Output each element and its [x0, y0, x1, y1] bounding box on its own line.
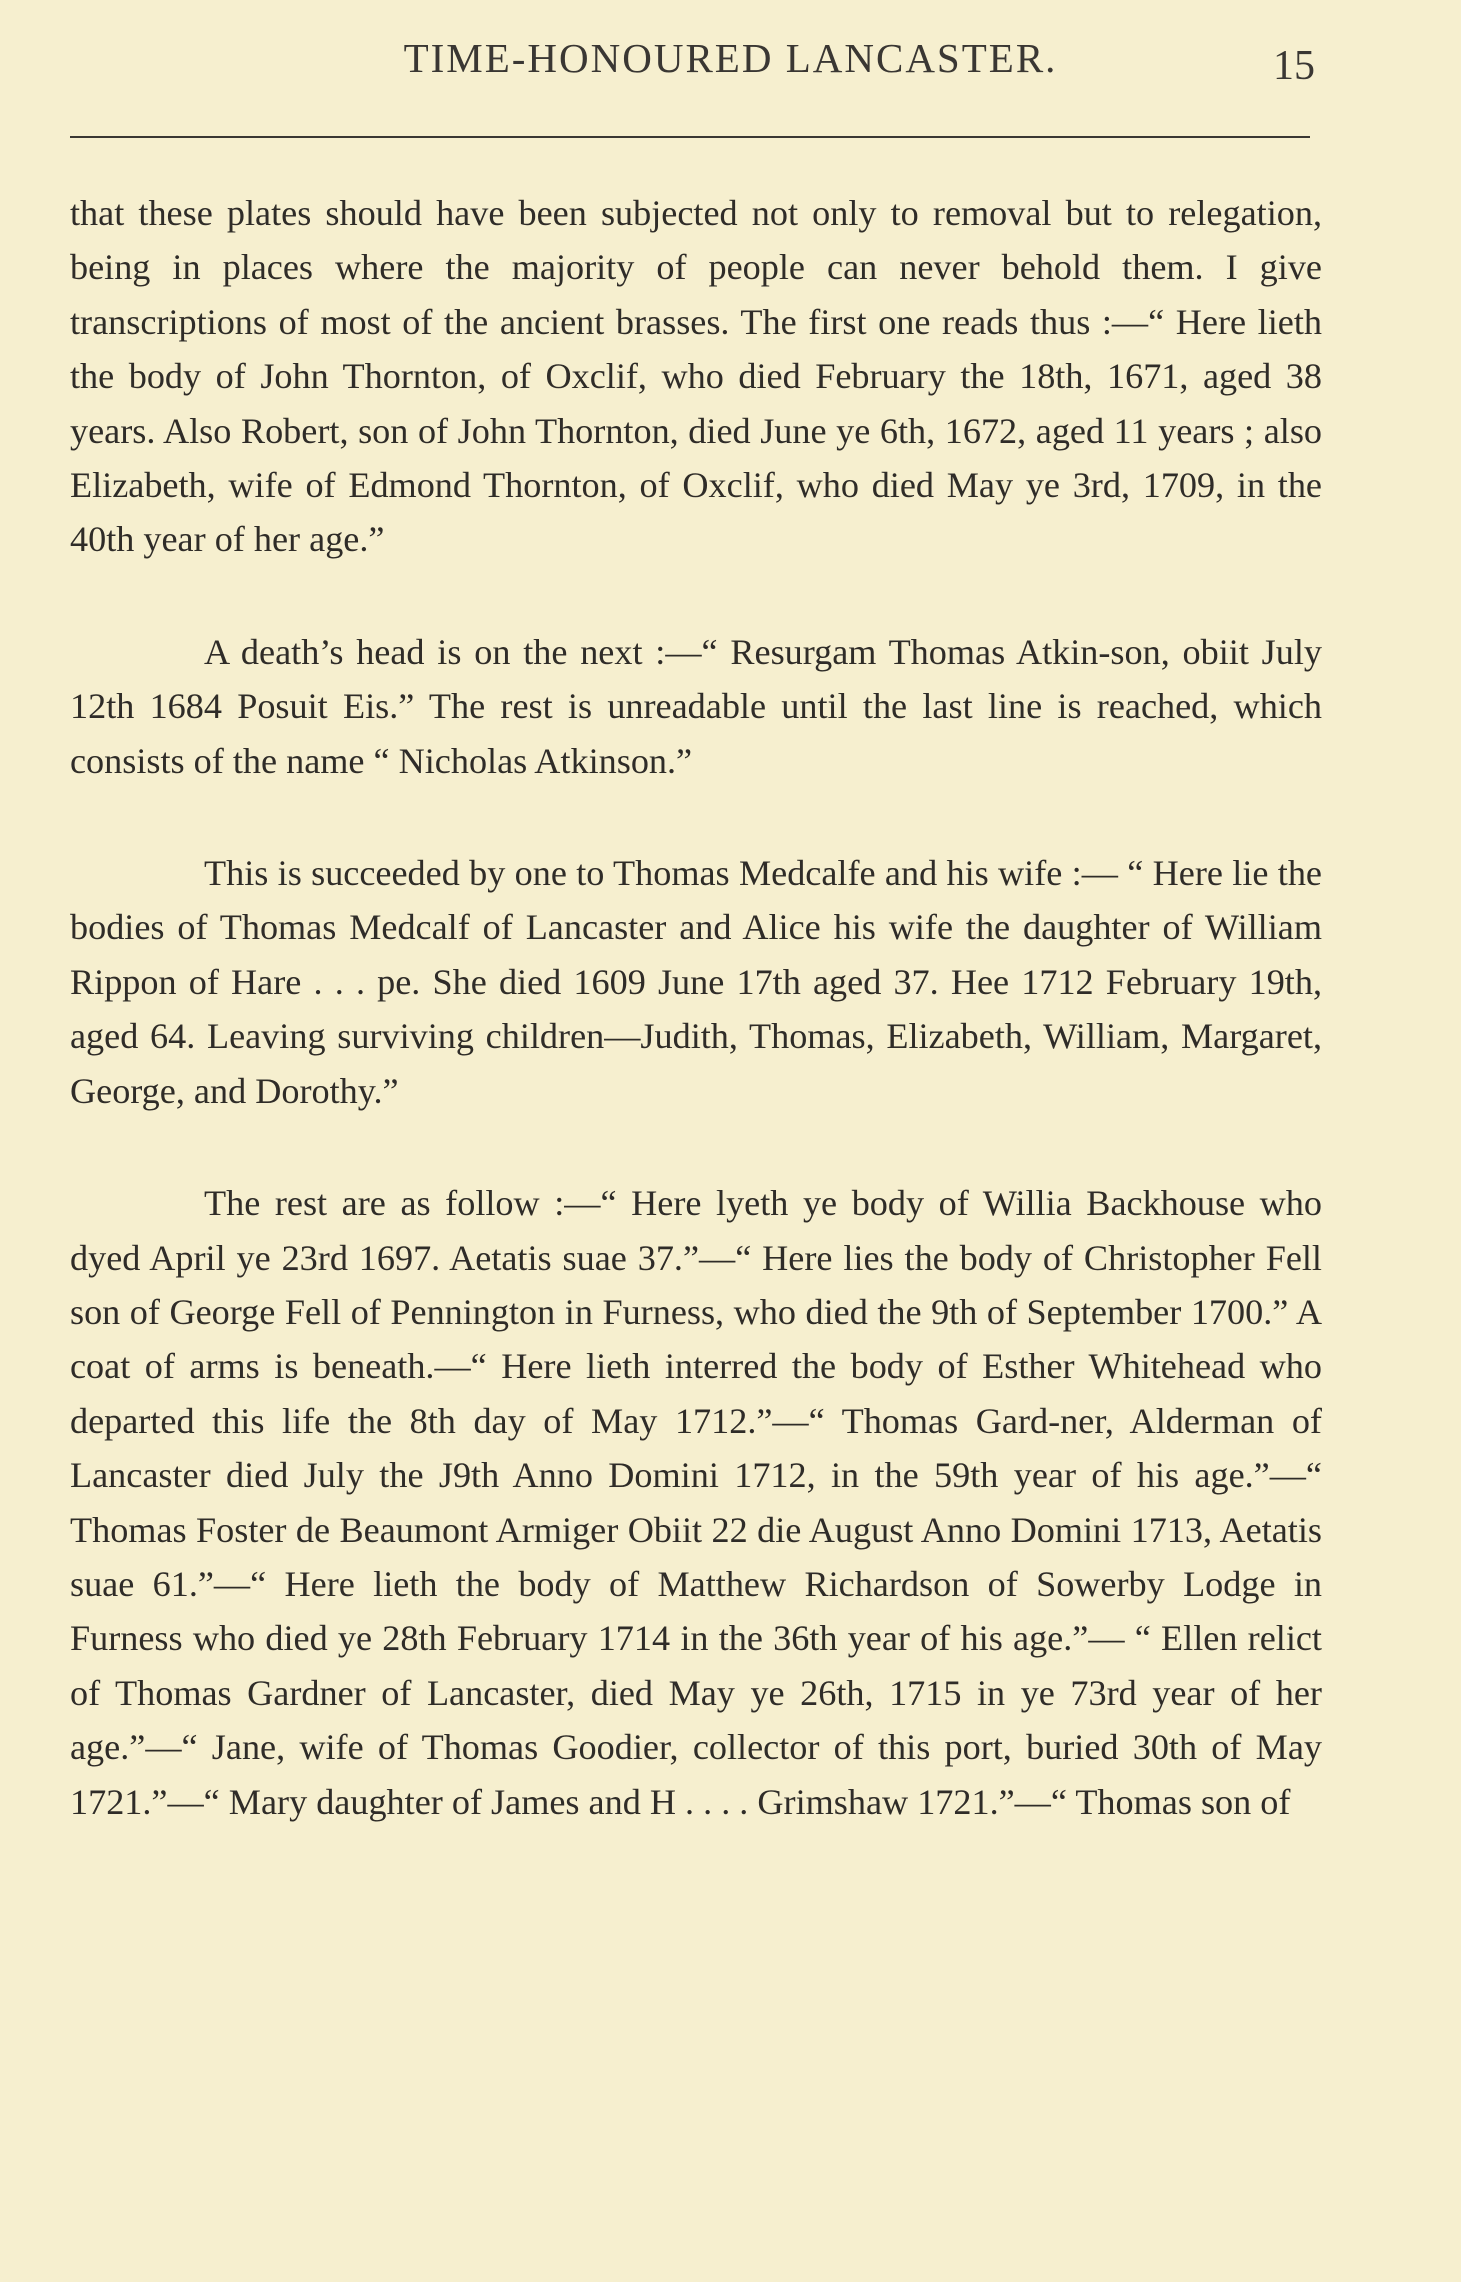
paragraph-remaining-brasses: The rest are as follow :—“ Here lyeth ye body of Willia Backhouse who dyed April ye 23rd 1697. Aetatis suae 37.”—“ Here lies the body of Christopher Fell son of George Fell of Pennington in Furness, who died the 9th of September 1700.” A coat of arms is beneath.—“ Here lieth interred the body of Esther Whitehead who departed this life the 8th day of May 1712.”—“ Thomas Gard-ner, Alderman of Lancaster died July the J9th Anno Domini 1712, in the 59th year of his age.”—“ Thomas Foster de Beaumont Armiger Obiit 22 die August Anno Domini 1713, Aetatis suae 61.”—“ Here lieth the body of Matthew Richardson of Sowerby Lodge in Furness who died ye 28th February 1714 in the 36th year of his age.”— “ Ellen relict of Thomas Gardner of Lancaster, died May ye 26th, 1715 in ye 73rd year of her age.”—“ Jane, wife of Thomas Goodier, collector of this port, buried 30th of May 1721.”—“ Mary daughter of James and H . . . . Grimshaw 1721.”—“ Thomas son of — [70, 1183, 1322, 1822]
running-title: TIME-HONOURED LANCASTER. — [403, 35, 1058, 81]
header-rule — [70, 136, 1310, 138]
page-number: 15 — [1273, 43, 1315, 89]
page-header — [0, 28, 1461, 98]
paragraph-medcalfe: This is succeeded by one to Thomas Medcalfe and his wife :— “ Here lie the bodies of Thomas Medcalf of Lancaster and Alice his wife the daughter of William Rippon of Hare . . . pe. She died 1609 June 17th aged 37. Hee 1712 February 19th, aged 64. Leaving surviving children—Judith, Thomas, Elizabeth, William, Margaret, George, and Dorothy.” — [70, 853, 1322, 1111]
paragraph-atkinson: A death’s head is on the next :—“ Resurgam Thomas Atkin-son, obiit July 12th 1684 Posuit Eis.” The rest is unreadable until the last line is reached, which consists of the name “ Nicholas Atkinson.” — [70, 631, 1322, 781]
body-text — [70, 186, 1322, 1829]
paragraph-brasses-intro: that these plates should have been subjected not only to removal but to relegation, being in places where the majority of people can never behold them. I give transcriptions of most of the ancient brasses. The first one reads thus :—“ Here lieth the body of John Thornton, of Oxclif, who died February the 18th, 1671, aged 38 years. Also Robert, son of John Thornton, died June ye 6th, 1672, aged 11 years ; also Elizabeth, wife of Edmond Thornton, of Oxclif, who died May ye 3rd, 1709, in the 40th year of her age.” — [70, 193, 1322, 560]
